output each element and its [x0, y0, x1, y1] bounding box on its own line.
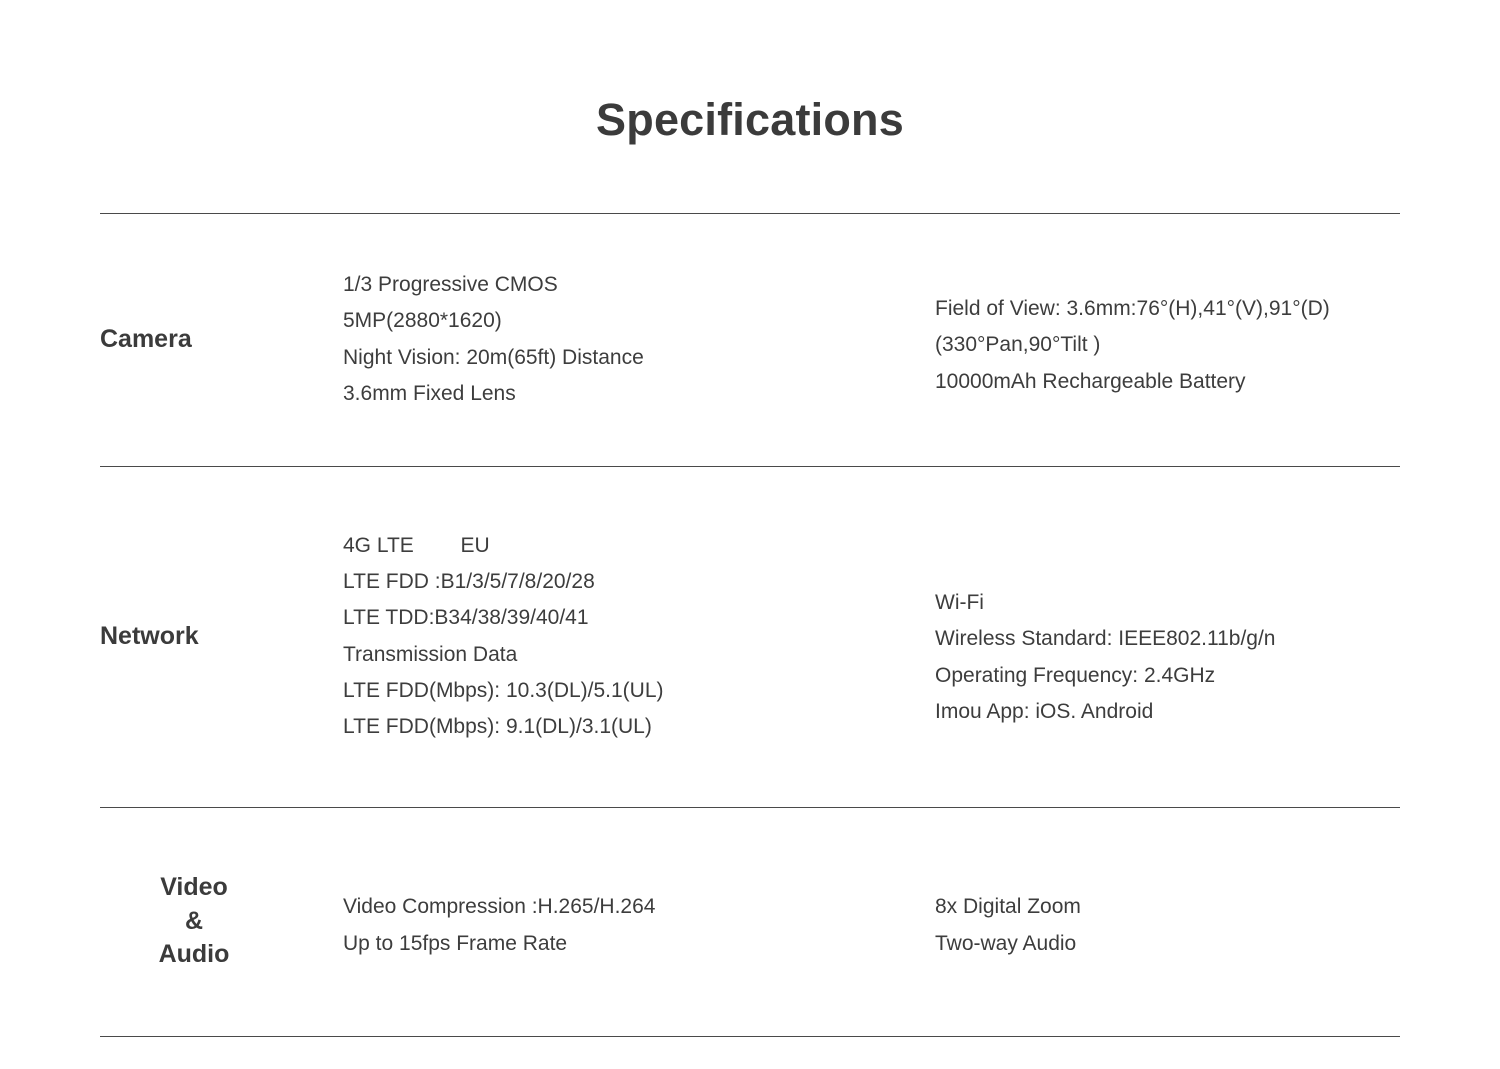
specifications-table [100, 145, 1400, 1037]
spec-line: 5MP(2880*1620) [343, 309, 502, 333]
video-left-column [343, 889, 935, 961]
page-title: Specifications [596, 94, 904, 145]
spec-line: LTE FDD(Mbps): 9.1(DL)/3.1(UL) [343, 714, 652, 738]
spec-line: 8x Digital Zoom [935, 895, 1081, 919]
spec-line: Up to 15fps Frame Rate [343, 931, 568, 955]
spec-line: (330°Pan,90°Tilt ) [935, 333, 1101, 357]
row-category-video-audio [100, 871, 343, 972]
spec-line: Wireless Standard: IEEE802.11b/g/n [935, 627, 1276, 651]
table-row [100, 214, 1400, 466]
video-right-column [935, 889, 1400, 961]
row-category-camera: Camera [100, 324, 192, 353]
network-right-column [935, 585, 1400, 729]
category-line: Video [160, 872, 228, 901]
row-category-network: Network [100, 621, 199, 650]
spec-line: 10000mAh Rechargeable Battery [935, 369, 1246, 393]
network-left-column [343, 528, 935, 745]
spec-line: 1/3 Progressive CMOS [343, 273, 558, 297]
spec-line: Field of View: 3.6mm:76°(H),41°(V),91°(D) [935, 297, 1330, 321]
spec-line: Transmission Data [343, 642, 518, 666]
spec-line: Two-way Audio [935, 931, 1077, 955]
category-line: & [184, 906, 204, 935]
spec-line: Wi-Fi [935, 591, 984, 615]
spec-line: LTE FDD :B1/3/5/7/8/20/28 [343, 570, 595, 594]
category-line: Audio [158, 940, 230, 969]
spec-line: 3.6mm Fixed Lens [343, 381, 516, 405]
spec-line: 4G LTE EU [343, 534, 490, 558]
spec-line: Video Compression :H.265/H.264 [343, 895, 656, 919]
camera-left-column [343, 267, 935, 411]
table-row [100, 467, 1400, 807]
spec-line: LTE TDD:B34/38/39/40/41 [343, 606, 589, 630]
spec-line: LTE FDD(Mbps): 10.3(DL)/5.1(UL) [343, 678, 664, 702]
table-row [100, 808, 1400, 1036]
spec-line: Operating Frequency: 2.4GHz [935, 663, 1216, 687]
spec-line: Night Vision: 20m(65ft) Distance [343, 345, 644, 369]
camera-right-column [935, 291, 1400, 399]
spec-line: Imou App: iOS. Android [935, 699, 1154, 723]
table-divider-bottom [100, 1036, 1400, 1037]
